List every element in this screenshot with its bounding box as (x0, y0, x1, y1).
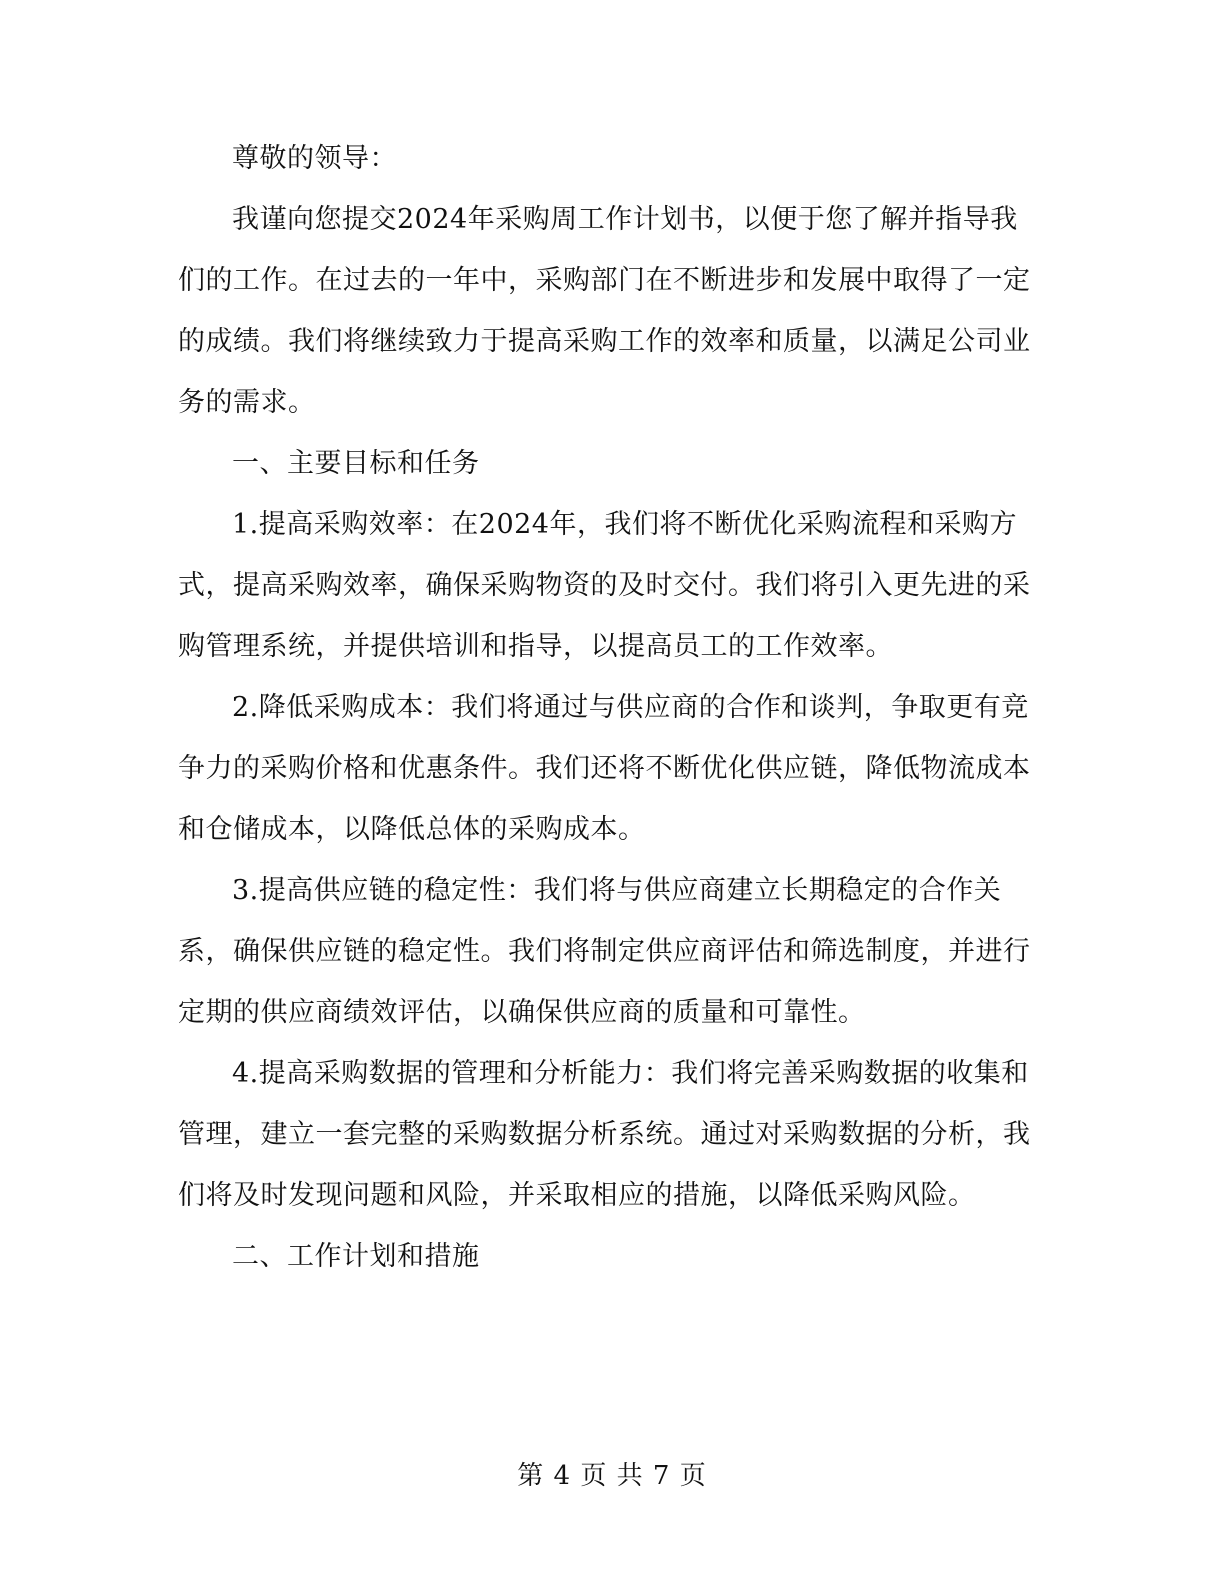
goal-item-supply-chain: 3.提高供应链的稳定性：我们将与供应商建立长期稳定的合作关系，确保供应链的稳定性。我们将制定供应商评估和筛选制度，并进行定期的供应商绩效评估，以确保供应商的质量和可靠性。 (178, 875, 1031, 1028)
page-number-footer: 第 4 页 共 7 页 (517, 1461, 707, 1491)
goal-item-cost: 2.降低采购成本：我们将通过与供应商的合作和谈判，争取更有竞争力的采购价格和优惠条件。我们还将不断优化供应链，降低物流成本和仓储成本，以降低总体的采购成本。 (178, 692, 1031, 845)
goal-item-efficiency: 1.提高采购效率：在2024年，我们将不断优化采购流程和采购方式，提高采购效率，确保采购物资的及时交付。我们将引入更先进的采购管理系统，并提供培训和指导，以提高员工的工作效率。 (178, 509, 1031, 662)
goal-item-data: 4.提高采购数据的管理和分析能力：我们将完善采购数据的收集和管理，建立一套完整的采购数据分析系统。通过对采购数据的分析，我们将及时发现问题和风险，并采取相应的措施，以降低采购风险。 (178, 1058, 1031, 1211)
document-body (178, 128, 1038, 1287)
salutation: 尊敬的领导： (232, 143, 397, 174)
intro-paragraph: 我谨向您提交2024年采购周工作计划书，以便于您了解并指导我们的工作。在过去的一年中，采购部门在不断进步和发展中取得了一定的成绩。我们将继续致力于提高采购工作的效率和质量，以满足公司业务的需求。 (178, 204, 1031, 418)
section-heading-plan: 二、工作计划和措施 (232, 1241, 480, 1272)
section-heading-goals: 一、主要目标和任务 (232, 448, 480, 479)
